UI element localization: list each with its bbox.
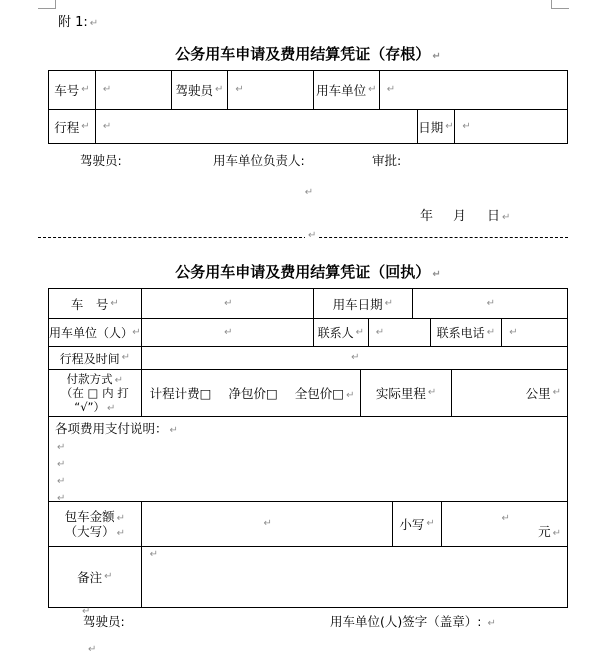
paragraph-mark: ↵ (81, 84, 90, 95)
receipt-sign-unit (330, 612, 496, 630)
paragraph-mark: ↵ (346, 390, 355, 401)
amount-label-line2 (65, 524, 125, 539)
paragraph-mark: ↵ (102, 84, 112, 95)
paragraph-mark: ↵ (502, 212, 511, 223)
stub-route-input-cell[interactable] (95, 110, 417, 143)
stub-driver-label (171, 71, 228, 109)
receipt-mileage-label (360, 370, 452, 416)
receipt-row-unit (49, 318, 567, 346)
paragraph-mark: ↵ (82, 606, 91, 617)
paragraph-mark: ↵ (304, 187, 314, 198)
stub-plate-input-cell[interactable] (95, 71, 171, 109)
paragraph-mark: ↵ (110, 297, 119, 309)
receipt-amount-figures-cell[interactable] (441, 502, 567, 546)
paragraph-mark: ↵ (121, 352, 131, 363)
label-text: 用车单位（人） (49, 326, 134, 340)
label-text: 联系人 (317, 326, 354, 340)
paragraph-mark: ↵ (169, 425, 178, 436)
receipt-plate-label (49, 289, 141, 318)
paragraph-mark: ↵ (552, 387, 561, 398)
empty-paragraph (86, 637, 96, 656)
text-boundary-mark-right (551, 0, 569, 9)
payment-option-net-package-checkbox[interactable]: 净包价□ (228, 386, 278, 401)
receipt-title-text: 公务用车申请及费用结算凭证（回执） (175, 263, 431, 281)
stub-plate-label (49, 71, 95, 109)
label-text: 驾驶员 (175, 83, 213, 98)
stub-sign-unit-head: 用车单位负责人: (213, 153, 305, 168)
receipt-remarks-label (49, 547, 141, 607)
label-text: 小写 (399, 517, 425, 532)
stub-title (48, 43, 568, 64)
stub-title-text: 公务用车申请及费用结算凭证（存根） (175, 45, 431, 63)
paragraph-mark: ↵ (149, 549, 159, 560)
paragraph-mark: ↵ (351, 352, 360, 363)
label-text: 车号 (54, 83, 80, 98)
label-text: 各项费用支付说明： (55, 421, 168, 436)
paragraph-mark: ↵ (88, 644, 97, 655)
paragraph-mark: ↵ (57, 459, 66, 470)
day-label (487, 205, 510, 224)
payment-option-all-inclusive-checkbox[interactable] (295, 384, 355, 402)
stub-date-input-cell[interactable] (454, 110, 567, 143)
paragraph-mark: ↵ (263, 518, 272, 529)
attachment-text: 附 1: (58, 15, 88, 30)
receipt-amount-words-input-cell[interactable] (141, 502, 392, 546)
receipt-row-amount (49, 501, 567, 546)
paragraph-mark: ↵ (486, 297, 495, 309)
stub-row-2 (49, 109, 567, 143)
paragraph-mark: ↵ (386, 84, 396, 95)
paragraph-mark: ↵ (305, 231, 319, 241)
label-text: 日期 (418, 119, 444, 135)
receipt-plate-input-cell[interactable] (141, 289, 313, 318)
km-label: 公里 (525, 386, 551, 401)
receipt-row-payment (49, 369, 567, 416)
paragraph-mark: ↵ (509, 326, 518, 338)
stub-table (48, 70, 568, 144)
label-text: 行程 (54, 119, 80, 135)
label-text: 车 号 (70, 296, 109, 312)
receipt-km-cell[interactable] (451, 370, 567, 416)
paragraph-mark: ↵ (81, 120, 90, 132)
receipt-row-remarks (49, 546, 567, 607)
stub-sign-driver: 驾驶员: (80, 153, 122, 168)
paragraph-mark: ↵ (89, 18, 99, 29)
day-text: 日 (487, 209, 501, 224)
stub-unit-label (313, 71, 379, 109)
paragraph-mark: ↵ (114, 375, 124, 386)
text-boundary-mark-left (38, 0, 56, 9)
paragraph-mark: ↵ (57, 493, 66, 501)
payment-label-line1 (67, 372, 123, 386)
empty-line (55, 437, 561, 454)
cut-divider-dashed-line (38, 230, 568, 241)
receipt-table (48, 288, 568, 608)
receipt-row-route-time (49, 346, 567, 369)
amount-label-line1 (65, 509, 125, 524)
label-text: 用车单位(人)签字（盖章）: (330, 614, 482, 629)
label-text: 备注 (77, 570, 103, 585)
paragraph-mark: ↵ (224, 326, 233, 338)
label-text: “√”） (74, 400, 105, 414)
paragraph-mark: ↵ (426, 518, 435, 529)
receipt-small-caps-label (392, 502, 442, 546)
empty-line (55, 488, 561, 501)
paragraph-mark: ↵ (368, 84, 377, 95)
paragraph-mark: ↵ (445, 120, 454, 132)
stub-date-label (417, 110, 455, 143)
empty-paragraph (48, 180, 568, 199)
expense-note-label (55, 420, 561, 437)
paragraph-mark: ↵ (57, 442, 66, 453)
stub-row-1 (49, 71, 567, 109)
label-text: 付款方式 (66, 372, 113, 386)
label-text: 实际里程 (375, 386, 426, 401)
receipt-unit-input-cell[interactable] (141, 319, 313, 346)
paragraph-mark: ↵ (487, 618, 496, 629)
label-text: 包车金额 (64, 509, 115, 524)
stub-unit-input-cell[interactable] (379, 71, 567, 109)
yuan-label: 元 (538, 524, 551, 539)
receipt-row-expense-note (49, 416, 567, 501)
label-text: 用车日期 (332, 296, 383, 312)
year-label: 年 (420, 209, 434, 224)
paragraph-mark: ↵ (427, 387, 437, 398)
receipt-expense-note-cell[interactable] (49, 417, 567, 501)
option-text: 全包价□ (294, 386, 345, 401)
paragraph-mark: ↵ (432, 51, 441, 62)
receipt-payment-options-cell (141, 370, 360, 416)
receipt-route-time-label (49, 347, 141, 369)
paragraph-mark: ↵ (375, 326, 385, 338)
receipt-phone-input-cell[interactable] (501, 319, 567, 346)
receipt-payment-label (49, 370, 141, 416)
receipt-remarks-input-cell[interactable] (141, 547, 567, 607)
paragraph-mark: ↵ (235, 84, 244, 95)
receipt-phone-label (430, 319, 502, 346)
paragraph-mark: ↵ (57, 476, 66, 487)
receipt-sign-driver: 驾驶员: (83, 614, 125, 629)
paragraph-mark: ↵ (116, 528, 126, 539)
paragraph-mark: ↵ (107, 403, 116, 414)
receipt-title (48, 261, 568, 282)
empty-line (55, 454, 561, 471)
receipt-route-time-input-cell[interactable] (141, 347, 567, 369)
paragraph-mark: ↵ (132, 326, 141, 338)
receipt-row-plate (49, 289, 567, 318)
paragraph-mark: ↵ (384, 297, 393, 309)
paragraph-mark: ↵ (104, 571, 113, 582)
receipt-use-date-label (313, 289, 412, 318)
payment-option-metered-checkbox[interactable]: 计程计费□ (149, 386, 212, 401)
receipt-use-date-input-cell[interactable] (412, 289, 567, 318)
paragraph-mark: ↵ (501, 513, 510, 524)
label-text: 用车单位 (316, 83, 367, 98)
stub-driver-input-cell[interactable] (227, 71, 313, 109)
payment-label-line3 (74, 400, 115, 414)
label-text: 行程及时间 (59, 351, 120, 366)
label-text: 联系电话 (436, 326, 485, 340)
month-label: 月 (453, 209, 467, 224)
receipt-unit-label (49, 319, 141, 346)
attachment-label (58, 11, 98, 30)
paragraph-mark: ↵ (552, 528, 561, 539)
receipt-contact-label (313, 319, 368, 346)
label-text: （大写） (64, 524, 115, 539)
paragraph-mark: ↵ (116, 513, 126, 524)
paragraph-mark: ↵ (355, 326, 365, 338)
paragraph-mark: ↵ (462, 120, 471, 132)
payment-label-line2: （在 □ 内 打 (60, 386, 129, 400)
paragraph-mark: ↵ (432, 269, 441, 280)
paragraph-mark: ↵ (224, 297, 233, 309)
paragraph-mark: ↵ (486, 326, 496, 338)
amount-figures-input-line (442, 509, 567, 524)
empty-line (55, 471, 561, 488)
receipt-contact-input-cell[interactable] (368, 319, 430, 346)
paragraph-mark: ↵ (102, 120, 112, 132)
yuan-label-line (442, 524, 567, 539)
stub-sign-approve: 审批: (372, 153, 402, 168)
stub-route-label (49, 110, 95, 143)
receipt-amount-label (49, 502, 141, 546)
paragraph-mark: ↵ (214, 84, 224, 95)
